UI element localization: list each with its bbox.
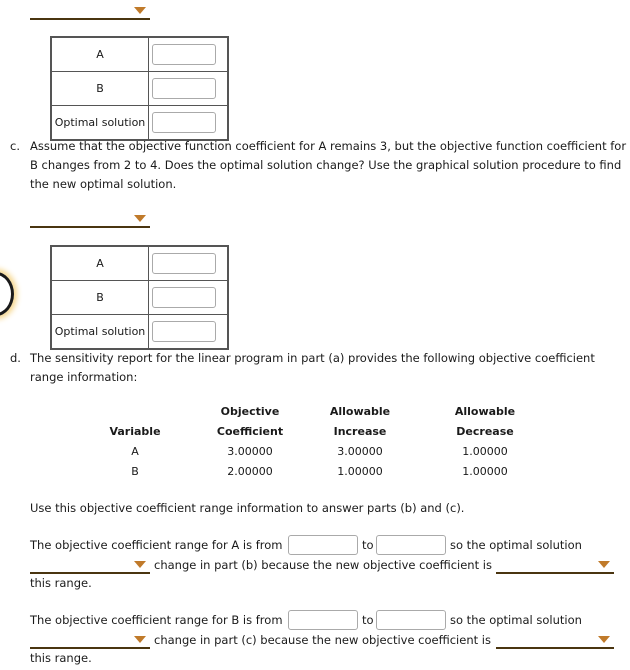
table-row — [51, 37, 228, 72]
cell: 3.00000 — [337, 445, 383, 458]
header-allowable-inc: Allowable — [329, 405, 391, 418]
part-b-a-input[interactable] — [152, 44, 216, 65]
row-label-b: B — [51, 281, 149, 315]
part-c-b-input[interactable] — [152, 287, 216, 308]
cell: 1.00000 — [337, 465, 383, 478]
range-b-prefix: The objective coefficient range for B is from — [30, 613, 283, 627]
range-a-suffix: so the optimal solution — [450, 538, 582, 552]
chevron-down-icon — [134, 561, 146, 568]
header-coefficient: Coefficient — [216, 425, 284, 438]
header-objective: Objective — [220, 405, 280, 418]
cell: 1.00000 — [462, 465, 508, 478]
range-b-change-dropdown[interactable] — [30, 633, 150, 649]
row-label-optimal: Optimal solution — [51, 106, 149, 141]
range-a-to-label: to — [362, 538, 374, 552]
part-c-a-input[interactable] — [152, 253, 216, 274]
header-allowable-dec: Allowable — [454, 405, 516, 418]
range-b-within-dropdown[interactable] — [496, 633, 614, 649]
chevron-down-icon — [598, 561, 610, 568]
part-c-optimal-input[interactable] — [152, 321, 216, 342]
question-indicator-icon[interactable] — [0, 272, 14, 316]
part-c-answer-dropdown[interactable] — [30, 212, 150, 228]
part-d-instruction: Use this objective coefficient range information to answer parts (b) and (c). — [30, 501, 465, 515]
row-label-optimal: Optimal solution — [51, 315, 149, 350]
chevron-down-icon — [134, 215, 146, 222]
table-row — [51, 246, 228, 281]
part-c-question: Assume that the objective function coefficient for A remains 3, but the objective function coefficient for B changes from 2 to 4. Does the optimal solution change? Use the graphical solution procedure to find the new optimal solution. — [30, 139, 627, 191]
part-b-solution-table — [50, 36, 229, 141]
chevron-down-icon — [598, 636, 610, 643]
range-b-suffix: so the optimal solution — [450, 613, 582, 627]
range-b-middle: change in part (c) because the new objective coefficient is — [154, 633, 491, 647]
cell: 2.00000 — [227, 465, 273, 478]
range-a-from-input[interactable] — [288, 535, 358, 555]
range-a-middle: change in part (b) because the new objective coefficient is — [154, 558, 492, 572]
table-row — [51, 72, 228, 106]
table-row — [51, 315, 228, 350]
chevron-down-icon — [134, 7, 146, 14]
part-c-letter: c. — [10, 139, 20, 153]
part-b-b-input[interactable] — [152, 78, 216, 99]
cell: 3.00000 — [227, 445, 273, 458]
table-row — [51, 281, 228, 315]
row-label-b: B — [51, 72, 149, 106]
range-a-change-dropdown[interactable] — [30, 558, 150, 574]
table-row — [51, 106, 228, 141]
part-c-solution-table — [50, 245, 229, 350]
header-decrease: Decrease — [456, 425, 514, 438]
range-a-end: this range. — [30, 576, 92, 590]
range-b-to-label: to — [362, 613, 374, 627]
row-label-a: A — [51, 246, 149, 281]
row-label-a: A — [51, 37, 149, 72]
part-d-intro: The sensitivity report for the linear program in part (a) provides the following objective coefficient range information: — [30, 351, 595, 384]
range-b-to-input[interactable] — [376, 610, 446, 630]
cell: A — [131, 445, 139, 458]
cell: B — [131, 465, 139, 478]
chevron-down-icon — [134, 636, 146, 643]
range-b-from-input[interactable] — [288, 610, 358, 630]
part-d-letter: d. — [10, 351, 21, 365]
header-increase: Increase — [333, 425, 387, 438]
range-a-to-input[interactable] — [376, 535, 446, 555]
header-variable: Variable — [109, 425, 161, 438]
cell: 1.00000 — [462, 445, 508, 458]
range-a-prefix: The objective coefficient range for A is from — [30, 538, 283, 552]
range-b-end: this range. — [30, 651, 92, 665]
range-a-within-dropdown[interactable] — [496, 558, 614, 574]
part-b-optimal-input[interactable] — [152, 112, 216, 133]
part-b-answer-dropdown[interactable] — [30, 4, 150, 20]
